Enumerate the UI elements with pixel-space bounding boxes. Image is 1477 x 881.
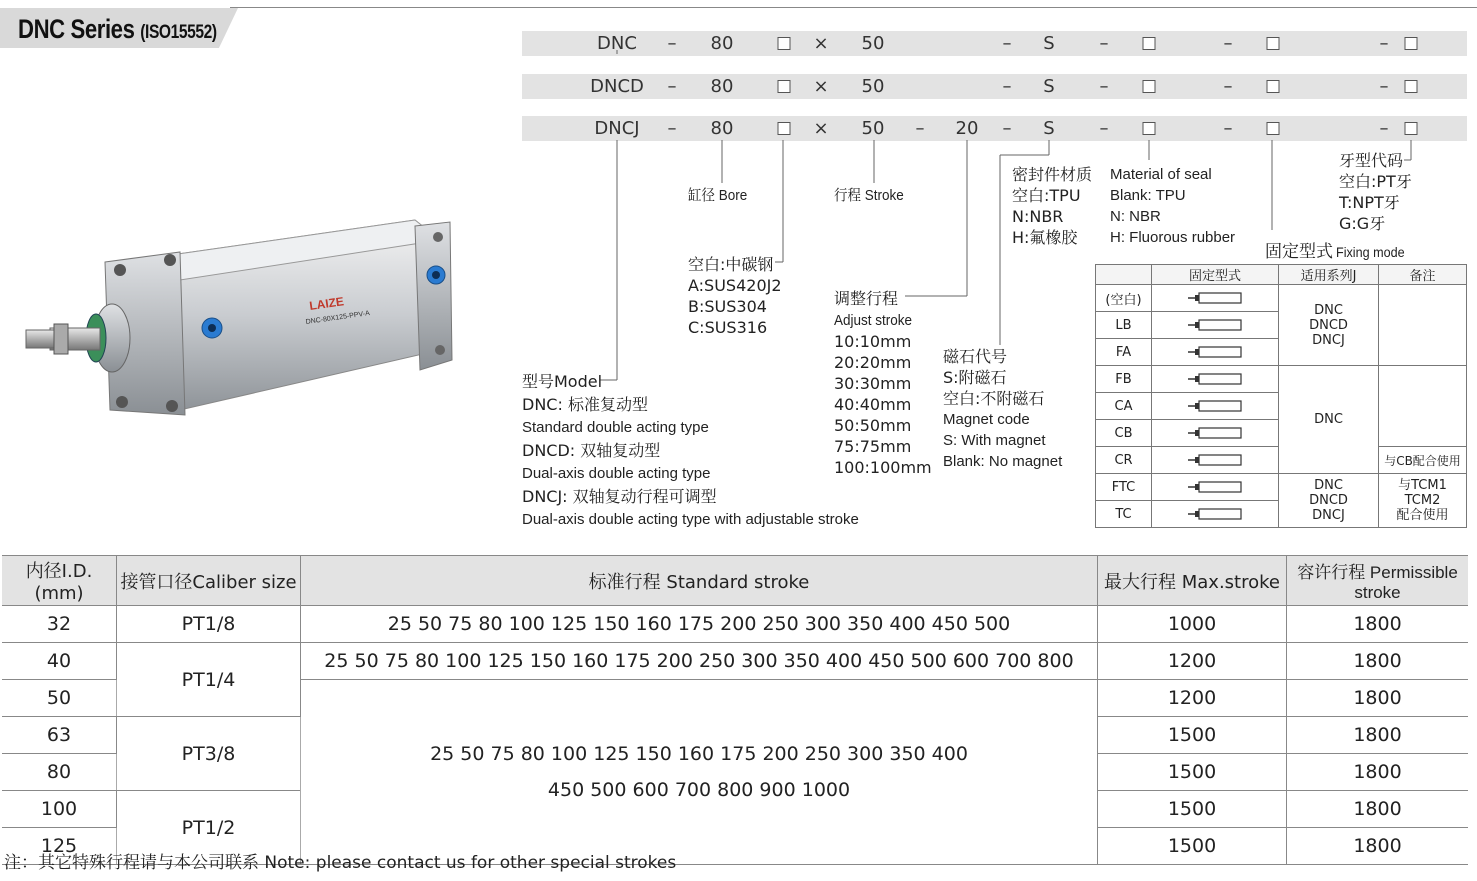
fix-note-empty [1379, 285, 1467, 366]
permissible-cell: 1800 [1287, 606, 1469, 643]
label-line: 50:50mm [834, 416, 912, 435]
label-line: DNCJ: 双轴复动行程可调型 [522, 487, 717, 506]
series-item: DNCD [1309, 493, 1348, 508]
caliber-cell: PT1/2 [117, 791, 301, 865]
label-line: Dual-axis double acting type [522, 465, 711, 482]
spec-table [2, 555, 1468, 865]
table-row [2, 606, 1468, 643]
code-dash: – [1002, 76, 1012, 97]
code-stroke: 50 [861, 118, 885, 139]
code-dash: – [1379, 118, 1389, 139]
label-line: S:附磁石 [943, 368, 1007, 387]
bore-label: 缸径 Bore [688, 187, 748, 204]
code-dash: – [1002, 33, 1012, 54]
code-dash: – [915, 118, 925, 139]
fix-code: CA [1096, 393, 1152, 420]
label-line: Dual-axis double acting type with adjustable stroke [522, 511, 859, 528]
label-line: Material of seal [1110, 166, 1212, 183]
permissible-cell: 1800 [1287, 828, 1469, 865]
label-line: B:SUS304 [688, 297, 767, 316]
caliber-cell: PT3/8 [117, 717, 301, 791]
header-permissible-stroke: 容许行程 Permissible stroke [1287, 556, 1469, 606]
max-cell: 1500 [1098, 754, 1287, 791]
label-line: N: NBR [1110, 208, 1161, 225]
code-dash: – [1099, 118, 1109, 139]
permissible-cell: 1800 [1287, 717, 1469, 754]
series-item: DNC [1314, 302, 1343, 318]
code-dash: – [1002, 118, 1012, 139]
note-item: 与TCM1 [1398, 478, 1447, 493]
label-line: 空白:PT牙 [1339, 172, 1412, 191]
fix-series-group2: DNC [1279, 366, 1379, 474]
stroke-line-2: 450 500 600 700 800 900 1000 [547, 779, 851, 801]
adjust-title: 调整行程 [834, 289, 899, 308]
stroke-cell: 25 50 75 80 100 125 150 160 175 200 250 300 350 400 450 500 600 700 800 [301, 643, 1098, 680]
thread-block [1339, 150, 1412, 234]
header-caliber: 接管口径Caliber size [117, 556, 301, 606]
mount-icon [1152, 366, 1279, 393]
label-line: Standard double acting type [522, 419, 709, 436]
bore-cell: 80 [2, 754, 117, 791]
fix-note-empty [1379, 366, 1467, 447]
code-dash: – [667, 33, 677, 54]
code-bore: 80 [710, 76, 734, 97]
max-cell: 1000 [1098, 606, 1287, 643]
code-dash: – [1379, 33, 1389, 54]
stroke-cell: 25 50 75 80 100 125 150 160 175 200 250 300 350 400 450 500 [301, 606, 1098, 643]
code-model: DNC [597, 33, 637, 54]
mount-icon [1152, 285, 1279, 312]
permissible-cell: 1800 [1287, 791, 1469, 828]
code-dash: – [1223, 118, 1233, 139]
fix-header-note: 备注 [1379, 265, 1467, 285]
label-line: 40:40mm [834, 395, 912, 414]
label-line: 100:100mm [834, 458, 932, 477]
bore-cell: 125 [2, 828, 117, 865]
fix-code: (空白) [1096, 285, 1152, 312]
seal-cn-block [1012, 164, 1092, 248]
table-row [2, 643, 1468, 680]
fix-header-mount: 固定型式 [1152, 265, 1279, 285]
series-standard: (ISO15552) [140, 22, 217, 43]
fix-header-empty [1096, 265, 1152, 285]
label-line: H: Fluorous rubber [1110, 229, 1236, 246]
adjust-en: Adjust stroke [834, 312, 913, 329]
permissible-cell: 1800 [1287, 680, 1469, 717]
fix-code: CB [1096, 420, 1152, 447]
series-item: DNCD [1309, 317, 1348, 333]
code-dash: – [1223, 33, 1233, 54]
series-item: DNCJ [1312, 508, 1345, 523]
permissible-cell: 1800 [1287, 754, 1469, 791]
label-line: 10:10mm [834, 332, 912, 351]
note-item: TCM2 [1404, 493, 1441, 508]
label-line: Magnet code [943, 411, 1030, 428]
stroke-cell-merged [301, 680, 1098, 865]
label-line: A:SUS420J2 [688, 276, 782, 295]
footer-note: 注：其它特殊行程请与本公司联系 Note: please contact us for other special strokes [4, 853, 677, 873]
fix-series-group1 [1279, 285, 1379, 366]
fixing-table [1095, 264, 1467, 528]
mount-icon [1152, 447, 1279, 474]
stroke-label: 行程 Stroke [834, 187, 904, 204]
label-line: Blank: TPU [1110, 187, 1186, 204]
mount-icon [1152, 339, 1279, 366]
fix-row [1096, 474, 1467, 501]
mount-icon [1152, 474, 1279, 501]
fix-code: CR [1096, 447, 1152, 474]
code-dash: – [1223, 76, 1233, 97]
code-dash: – [667, 118, 677, 139]
code-dash: – [667, 76, 677, 97]
model-label: DNC-80X125-PPV-A [305, 310, 371, 326]
series-item: DNCJ [1312, 332, 1345, 348]
fix-row [1096, 366, 1467, 393]
mount-icon [1152, 501, 1279, 528]
label-line: 空白:中碳钢 [688, 255, 774, 274]
label-line: Blank: No magnet [943, 453, 1063, 470]
mount-icon [1152, 420, 1279, 447]
caliber-cell: PT1/8 [117, 606, 301, 643]
code-bore: 80 [710, 33, 734, 54]
max-cell: 1500 [1098, 828, 1287, 865]
label-line: 20:20mm [834, 353, 912, 372]
label-line: 空白:不附磁石 [943, 389, 1045, 408]
label-line: 牙型代码 [1339, 151, 1404, 170]
code-model: DNCJ [594, 118, 640, 139]
label-line: DNC: 标准复动型 [522, 395, 648, 414]
fix-code: FA [1096, 339, 1152, 366]
label-line: 空白:TPU [1012, 186, 1081, 205]
code-dash: – [1099, 76, 1109, 97]
code-bore: 80 [710, 118, 734, 139]
label-line: T:NPT牙 [1339, 193, 1400, 212]
header-max-stroke: 最大行程 Max.stroke [1098, 556, 1287, 606]
label-line: 密封件材质 [1012, 165, 1093, 184]
label-line: 30:30mm [834, 374, 912, 393]
label-line: H:氟橡胶 [1012, 228, 1078, 247]
header-bore: 内径I.D.(mm) [2, 556, 117, 606]
bore-cell: 40 [2, 643, 117, 680]
fix-code: TC [1096, 501, 1152, 528]
label-line: 75:75mm [834, 437, 912, 456]
label-line: DNCD: 双轴复动型 [522, 441, 661, 460]
model-block [522, 370, 859, 531]
fix-series-group3 [1279, 474, 1379, 528]
fix-code: FB [1096, 366, 1152, 393]
model-title: 型号Model [522, 372, 603, 391]
note-item: 配合使用 [1396, 508, 1449, 523]
code-magnet: S [1043, 33, 1055, 54]
code-times: × [813, 76, 829, 97]
bore-cell: 63 [2, 717, 117, 754]
fix-row [1096, 285, 1467, 312]
bore-cell: 32 [2, 606, 117, 643]
code-model: DNCD [590, 76, 644, 97]
series-item: DNC [1314, 478, 1343, 493]
code-adjust: 20 [955, 118, 979, 139]
code-magnet: S [1043, 118, 1055, 139]
material-list [688, 254, 782, 338]
header-standard-stroke: 标准行程 Standard stroke [301, 556, 1098, 606]
code-stroke: 50 [861, 33, 885, 54]
code-times: × [813, 33, 829, 54]
fixing-title-cn: 固定型式 [1265, 242, 1333, 262]
max-cell: 1500 [1098, 791, 1287, 828]
magnet-block [943, 346, 1062, 472]
label-line: N:NBR [1012, 207, 1064, 226]
fix-code: LB [1096, 312, 1152, 339]
code-dash: – [1379, 76, 1389, 97]
bore-cell: 50 [2, 680, 117, 717]
label-line: S: With magnet [943, 432, 1046, 449]
series-name: DNC Series [18, 14, 135, 44]
label-line: C:SUS316 [688, 318, 768, 337]
fixing-title-en: Fixing mode [1336, 244, 1405, 260]
caliber-cell: PT1/4 [117, 643, 301, 717]
code-magnet: S [1043, 76, 1055, 97]
fix-note-tc [1379, 474, 1467, 528]
max-cell: 1500 [1098, 717, 1287, 754]
max-cell: 1200 [1098, 643, 1287, 680]
fixing-title [1265, 242, 1412, 263]
mount-icon [1152, 312, 1279, 339]
stroke-line-1: 25 50 75 80 100 125 150 160 175 200 250 300 350 400 [430, 743, 968, 765]
code-dash: – [1099, 33, 1109, 54]
brand-logo: LAIZE [308, 294, 345, 313]
mount-icon [1152, 393, 1279, 420]
code-times: × [813, 118, 829, 139]
code-stroke: 50 [861, 76, 885, 97]
seal-en-block [1110, 164, 1235, 248]
max-cell: 1200 [1098, 680, 1287, 717]
fix-note-cr: 与CB配合使用 [1379, 447, 1467, 474]
permissible-cell: 1800 [1287, 643, 1469, 680]
label-line: G:G牙 [1339, 214, 1386, 233]
fix-code: FTC [1096, 474, 1152, 501]
bore-cell: 100 [2, 791, 117, 828]
fix-header-series: 适用系列J [1279, 265, 1379, 285]
label-line: 磁石代号 [943, 347, 1008, 366]
